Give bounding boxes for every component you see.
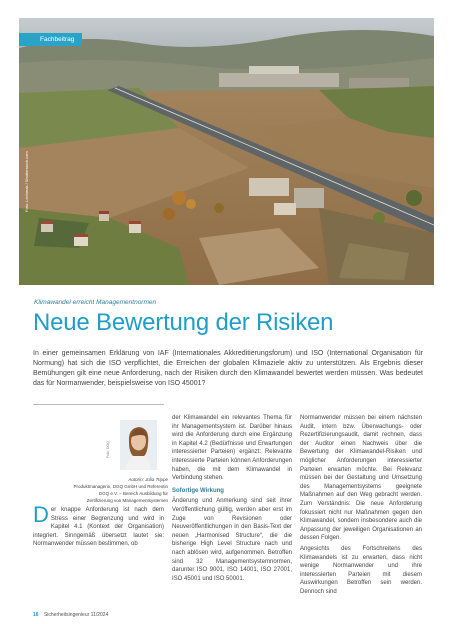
author-name: Autorin: Julia Trippe [128,477,168,482]
drop-cap: D [33,502,49,527]
column-1 [33,502,164,549]
author-portrait [120,420,157,470]
photo-credit: Foto: Lechmak / Shutterstock.com [24,151,29,212]
body-text: Änderung und Anmerkung sind seit ihrer Veröffentlichung gültig, werden aber erst im Zuge von Revisionen oder Neuveröffentlichungen in den Basis-Text der neuen „Harmonised Structure“, die die bisherige High Level Structure nach und nach ablösen wird, aufgenommen. Betroffen sind 32 Managementsystemnormen, darunter ISO 9001, ISO 14001, ISO 27001, ISO 45001 und ISO 50001. [172,498,292,582]
body-text: er knappe Anforderung ist nach dem Stress einer Begrenzung und wird in Kapitel 4.1 (Kontext der Organisation) integriert. Sinngemäß übersetzt lautet sie: Normanwender müssen bestimmen, ob [33,507,164,548]
hero-photo [19,18,434,285]
body-text: Normanwender müssen bei einem nächsten Audit, intern bzw. Überwachungs- oder Rezertifizierungsaudit, damit rechnen, dass der Auditor einen Nachweis über die Bewertung der Klimawandel-Risiken und möglicher Anforderungen interessierter Parteien erwarten möchte. Bei Relevanz müssen bei der Gestaltung und Umsetzung des Managementsystems geeignete Maßnahmen auf den Weg gebracht werden. Zum Verständnis: Die neue Anforderung fokussiert nicht nur Maßnahmen gegen den Klimawandel, sondern insbesondere auch die Anpassung der jeweiligen Organisationen an dessen Folgen. [300,415,422,542]
column-2 [172,414,292,583]
author-caption [33,476,168,504]
author-role: DGQ e.V. – Bereich Ausbildung für [98,491,168,496]
author-role: Zertifizierung von Managementsystemen [86,498,168,503]
article-kicker: Klimawandel erreicht Managementnormen [34,299,157,306]
publication-name: Sicherheitsingenieur 11/2024 [43,612,109,618]
subheading: Sofortige Wirkung [172,487,224,494]
page-footer [33,612,108,618]
article-lead: In einer gemeinsamen Erklärung von IAF (Internationales Akkreditierungsforum) und ISO (International Organisation für Normung) hat sich die ISO verpflichtet, die Erreichen der globalen Klimaziele aktiv zu unterstützen. Als Ergebnis dieser Bemühungen gilt eine neue Anforderung, nach der Risiken durch den Klimawandel bewertet werden müssen. Was bedeutet das für Normanwender, beispielsweise von ISO 45001? [33,350,423,387]
author-role: Produktmanagerin, DGQ GmbH und Referentin [73,484,168,489]
body-text: der Klimawandel ein relevantes Thema für ihr Managementsystem ist. Darüber hinaus wird die Anforderung durch eine Ergänzung in Kapitel 4.2 (Bedürfnisse und Erwartungen interessierter Parteien) ergänzt: Relevante interessierte Parteien können Anforderungen haben, die mit dem Klimawandel in Verbindung stehen. [172,415,292,482]
page-number: 16 [33,612,39,618]
author-photo-credit: Foto: DGQ [106,441,110,458]
body-text: Angesichts des Fortschreitens des Klimawandels ist zu erwarten, dass nicht wenige Normanwender und ihre interessierten Parteien mit diesem Auswirkungen Betroffen sein werden. Dennoch sind [300,545,422,595]
column-3 [300,414,422,596]
divider [33,404,164,405]
section-tag: Fachbeitrag [19,33,82,46]
article-title: Neue Bewertung der Risiken [33,309,334,336]
